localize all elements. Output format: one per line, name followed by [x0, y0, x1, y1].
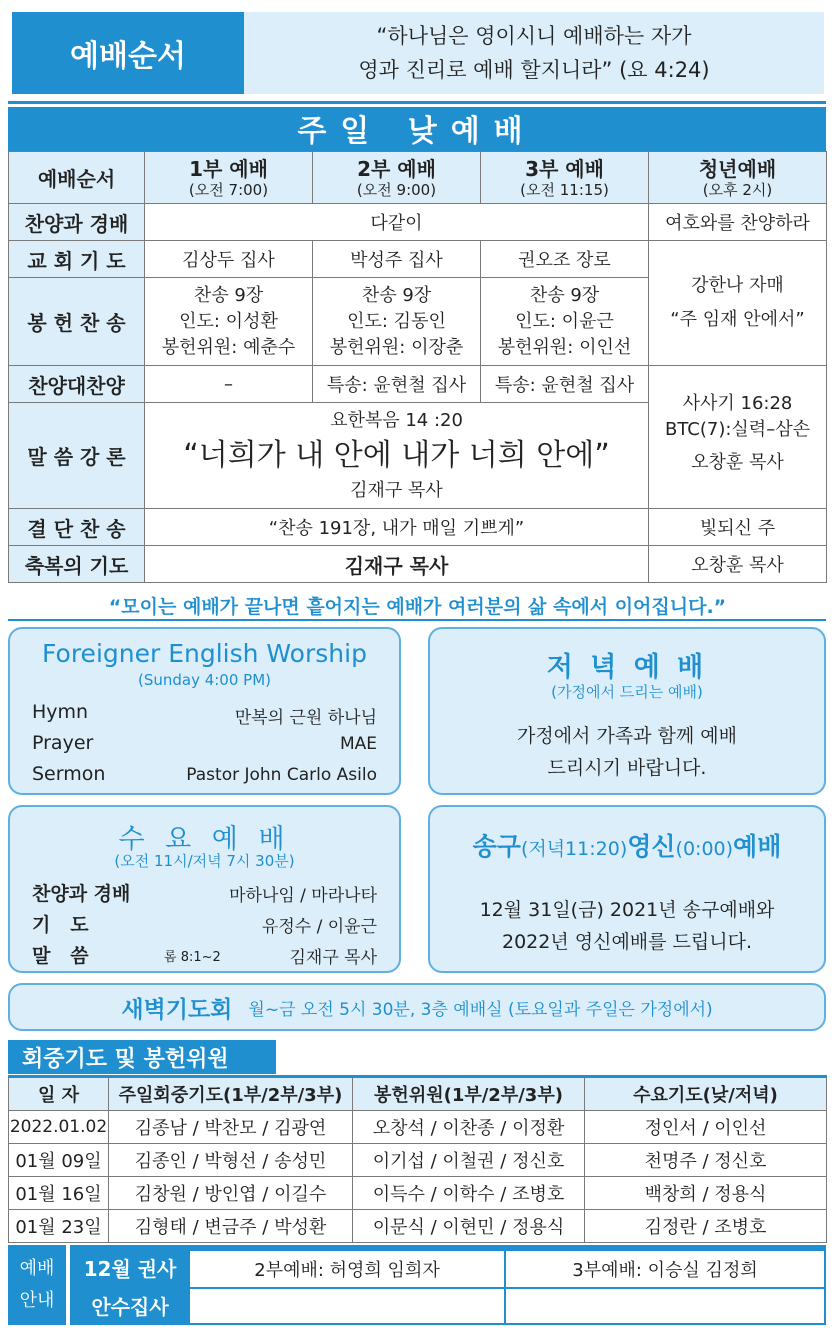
- wed-prayer-value: 유정수 / 이윤근: [261, 917, 377, 937]
- cell: 김창원 / 방인엽 / 이길수: [109, 1177, 353, 1210]
- prayer-label: Prayer: [32, 732, 94, 754]
- praise-youth: 여호와를 찬양하라: [649, 204, 827, 241]
- sermon-youth: 사사기 16:28 BTC(7):실력–삼손 오창훈 목사: [649, 366, 827, 509]
- cell: 김종남 / 박찬모 / 김광연: [109, 1111, 353, 1144]
- col-offering: 봉헌위원(1부/2부/3부): [353, 1077, 585, 1111]
- service-1-header: 1부 예배 (오전 7:00): [145, 152, 313, 204]
- date-cell: 01월 09일: [9, 1144, 109, 1177]
- table-row: [9, 1210, 827, 1243]
- evening-line-2: 드리시기 바랍니다.: [547, 757, 707, 779]
- worship-guide-label: [8, 1245, 66, 1325]
- row-label: 교 회 기 도: [9, 241, 145, 278]
- prayer-s2: 박성주 집사: [313, 241, 481, 278]
- row-label: 결 단 찬 송: [9, 509, 145, 546]
- dawn-prayer-box: [8, 983, 826, 1031]
- cell: 김형태 / 변금주 / 박성환: [109, 1210, 353, 1243]
- sermon-preacher: 김재구 목사: [350, 479, 443, 501]
- english-worship-box: [8, 627, 401, 795]
- col-date: 일 자: [9, 1077, 109, 1111]
- offering-s3: 찬송 9장 인도: 이윤근 봉헌위원: 이인선: [481, 278, 649, 366]
- sermon-value: Pastor John Carlo Asilo: [186, 765, 377, 785]
- prayer-table-header: [9, 1077, 827, 1111]
- newyear-worship-box: [428, 805, 826, 973]
- guide-row2-value1: [190, 1289, 504, 1323]
- divider: [8, 619, 826, 621]
- table-row: [9, 1177, 827, 1210]
- guide-row2-label: 안수집사: [91, 1294, 169, 1319]
- sermon-title: “너희가 내 안에 내가 너희 안에”: [183, 437, 610, 473]
- cell: 이문식 / 이현민 / 정용식: [353, 1210, 585, 1243]
- wed-sermon-value: 김재구 목사: [289, 948, 377, 968]
- sermon-main: [145, 403, 649, 509]
- prayer-s3: 권오조 장로: [481, 241, 649, 278]
- guide-row2-value2: [506, 1289, 824, 1323]
- guide-row1-value1: 2부예배: 허영희 임희자: [190, 1251, 504, 1287]
- evening-worship-sub: (가정에서 드리는 예배): [551, 683, 703, 701]
- prayer-table-title: 회중기도 및 봉헌위원: [8, 1040, 276, 1074]
- col-wednesday-prayer: 수요기도(낮/저녁): [585, 1077, 827, 1111]
- cell: 김종인 / 박형선 / 송성민: [109, 1144, 353, 1177]
- row-label: 찬양과 경배: [9, 204, 145, 241]
- praise-all: 다같이: [145, 204, 649, 241]
- hymn-label: Hymn: [32, 701, 89, 723]
- benediction-all: 김재구 목사: [145, 546, 649, 583]
- table-header-row: [9, 152, 827, 204]
- table-row: [9, 366, 827, 403]
- wednesday-worship-time: (오전 11시/저녁 7시 30분): [114, 852, 295, 870]
- english-worship-title: Foreigner English Worship: [42, 639, 367, 668]
- wed-sermon-ref: 롬 8:1~2: [164, 950, 221, 965]
- cell: 백창희 / 정용식: [585, 1177, 827, 1210]
- closing-hymn-youth: 빛되신 주: [649, 509, 827, 546]
- sunday-worship-banner: 주일 낮예배: [8, 101, 826, 152]
- table-row: [9, 241, 827, 278]
- col-label: 예배순서: [9, 152, 145, 204]
- wed-sermon-label: 말 씀: [32, 945, 89, 967]
- hymn-value: 만복의 근원 하나님: [234, 708, 377, 728]
- date-cell: 01월 16일: [9, 1177, 109, 1210]
- newyear-worship-title: 송구(저녁11:20)영신(0:00)예배: [472, 832, 782, 861]
- sermon-ref: 요한복음 14 :20: [330, 409, 463, 431]
- guide-label-top: 예배: [19, 1258, 55, 1279]
- cell: 정인서 / 이인선: [585, 1111, 827, 1144]
- sermon-label: Sermon: [32, 763, 106, 785]
- header-quote: [244, 12, 824, 94]
- table-row: [9, 204, 827, 241]
- offering-youth: 강한나 자매 “주 임재 안에서”: [649, 241, 827, 366]
- dawn-prayer-text: 월~금 오전 5시 30분, 3층 예배실 (토요일과 주일은 가정에서): [248, 999, 713, 1020]
- table-row: [9, 1144, 827, 1177]
- closing-message: “모이는 예배가 끝나면 흩어지는 예배가 여러분의 삶 속에서 이어집니다.”: [108, 596, 727, 618]
- cell: 천명주 / 정신호: [585, 1144, 827, 1177]
- row-label: 말 씀 강 론: [9, 403, 145, 509]
- date-cell: 01월 23일: [9, 1210, 109, 1243]
- newyear-line-1: 12월 31일(금) 2021년 송구예배와: [479, 899, 775, 921]
- table-row: [9, 546, 827, 583]
- quote-line-1: “하나님은 영이시니 예배하는 자가: [376, 24, 692, 48]
- wednesday-worship-box: [8, 805, 401, 973]
- benediction-youth: 오창훈 목사: [649, 546, 827, 583]
- page-title: 예배순서: [12, 12, 244, 94]
- english-worship-time: (Sunday 4:00 PM): [137, 671, 272, 689]
- evening-worship-title: 저 녁 예 배: [546, 652, 708, 683]
- offering-s2: 찬송 9장 인도: 김동인 봉헌위원: 이장춘: [313, 278, 481, 366]
- guide-row1-value2: 3부예배: 이승실 김정희: [506, 1251, 824, 1287]
- youth-service-header: 청년예배 (오후 2시): [649, 152, 827, 204]
- table-row: [9, 1111, 827, 1144]
- guide-label-bottom: 안내: [19, 1290, 55, 1311]
- prayer-table: [8, 1075, 827, 1243]
- guide-row1-label: 12월 권사: [83, 1256, 177, 1281]
- newyear-line-2: 2022년 영신예배를 드립니다.: [501, 931, 752, 953]
- wed-prayer-label: 기 도: [32, 914, 89, 936]
- cell: 김정란 / 조병호: [585, 1210, 827, 1243]
- prayer-s1: 김상두 집사: [145, 241, 313, 278]
- col-sunday-prayer: 주일회중기도(1부/2부/3부): [109, 1077, 353, 1111]
- closing-hymn-all: “찬송 191장, 내가 매일 기쁘게”: [145, 509, 649, 546]
- row-label: 찬양대찬양: [9, 366, 145, 403]
- table-row: [9, 509, 827, 546]
- cell: 이득수 / 이학수 / 조병호: [353, 1177, 585, 1210]
- wednesday-worship-title: 수 요 예 배: [118, 824, 291, 855]
- prayer-value: MAE: [339, 734, 377, 754]
- date-cell: 2022.01.02: [9, 1111, 109, 1144]
- choir-s2: 특송: 윤현철 집사: [313, 366, 481, 403]
- cell: 이기섭 / 이철권 / 정신호: [353, 1144, 585, 1177]
- row-label: 축복의 기도: [9, 546, 145, 583]
- quote-line-2: 영과 진리로 예배 할지니라” (요 4:24): [358, 58, 710, 82]
- service-2-header: 2부 예배 (오전 9:00): [313, 152, 481, 204]
- dawn-prayer-title: 새벽기도회: [121, 996, 233, 1023]
- evening-line-1: 가정에서 가족과 함께 예배: [516, 725, 737, 747]
- cell: 오창석 / 이찬종 / 이정환: [353, 1111, 585, 1144]
- wed-praise-label: 찬양과 경배: [32, 883, 131, 905]
- choir-s3: 특송: 윤현철 집사: [481, 366, 649, 403]
- service-3-header: 3부 예배 (오전 11:15): [481, 152, 649, 204]
- worship-order-table: [8, 151, 827, 583]
- offering-s1: 찬송 9장 인도: 이성환 봉헌위원: 예춘수: [145, 278, 313, 366]
- row-label: 봉 헌 찬 송: [9, 278, 145, 366]
- wed-praise-value: 마하나임 / 마라나타: [229, 886, 377, 906]
- choir-s1: –: [145, 366, 313, 403]
- evening-worship-box: [428, 627, 826, 795]
